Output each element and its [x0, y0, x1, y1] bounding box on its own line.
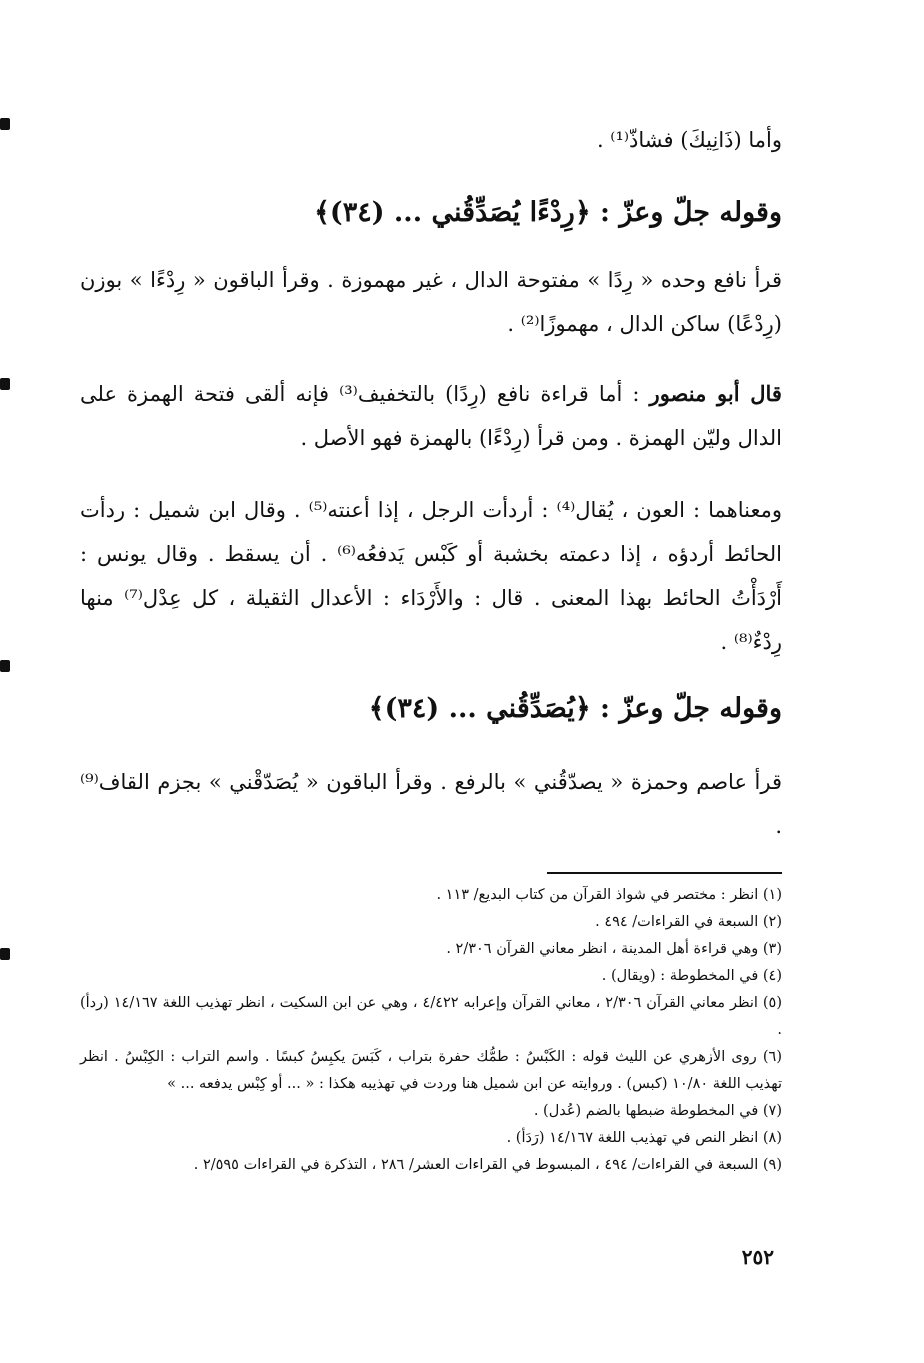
scan-margin-mark	[0, 948, 10, 960]
footnote-4: (٤) في المخطوطة : (ويقال) .	[601, 968, 782, 984]
footnote-6: (٦) روى الأزهري عن الليث قوله : الكَبْسُ : طمُّك حفرة بتراب ، كَبَسَ يكبِسُ كبسًا . واسم التراب : الكِبْسُ . انظر تهذيب اللغة ١٠/٨٠ (كبس) . وروايته عن ابن شميل هنا وردت في تهذيبه هكذا : « ... أو كِبْس يدفعه ... »	[80, 1049, 782, 1092]
footnote-1: (١) انظر : مختصر في شواذ القرآن من كتاب البديع/ ١١٣ .	[436, 887, 782, 903]
scan-margin-mark	[0, 660, 10, 672]
footnote-3: (٣) وهي قراءة أهل المدينة ، انظر معاني القرآن ٢/٣٠٦ .	[446, 941, 782, 957]
scan-margin-mark	[0, 118, 10, 130]
paragraph-1: قرأ نافع وحده « رِدًا » مفتوحة الدال ، غير مهموزة . وقرأ الباقون « رِدْءًا » بوزن (رِدْعًا) ساكن الدال ، مهموزًا⁽²⁾ .	[80, 268, 782, 336]
scan-margin-mark	[0, 378, 10, 390]
footnote-5: (٥) انظر معاني القرآن ٢/٣٠٦ ، معاني القرآن وإعرابه ٤/٤٢٢ ، وهي عن ابن السكيت ، انظر تهذيب اللغة ١٤/١٦٧ (ردأ) .	[80, 995, 782, 1038]
paragraph-2	[80, 372, 782, 460]
opening-line: وأما (ذَانِيكَ) فشاذّ⁽¹⁾ .	[596, 128, 782, 152]
footnote-9: (٩) السبعة في القراءات/ ٤٩٤ ، المبسوط في القراءات العشر/ ٢٨٦ ، التذكرة في القراءات ٢/٥٩٥ .	[193, 1157, 782, 1173]
paragraph-2-lead: قال أبو منصور	[649, 381, 782, 406]
footnote-8: (٨) انظر النص في تهذيب اللغة ١٤/١٦٧ (رَدَأ) .	[506, 1130, 782, 1146]
paragraph-3: ومعناهما : العون ، يُقال⁽⁴⁾ : أردأت الرجل ، إذا أعنته⁽⁵⁾ . وقال ابن شميل : ردأت الحائط أردؤه ، إذا دعمته بخشبة أو كَبْس يَدفعُه⁽⁶⁾ . أن يسقط . وقال يونس : أَرْدَأْتُ الحائط بهذا المعنى . قال : والأَرْدَاء : الأعدال الثقيلة ، كل عِدْل⁽⁷⁾ منها رِدْءٌ⁽⁸⁾ .	[80, 498, 782, 654]
section-heading-2: وقوله جلّ وعزّ : ﴿يُصَدِّقُني ... (٣٤)﴾	[368, 693, 782, 724]
section-heading-1: وقوله جلّ وعزّ : ﴿رِدْءًا يُصَدِّقُني ... (٣٤)﴾	[314, 197, 782, 228]
page-number: ٢٥٢	[741, 1245, 774, 1269]
footnote-2: (٢) السبعة في القراءات/ ٤٩٤ .	[595, 914, 782, 930]
footnote-7: (٧) في المخطوطة ضبطها بالضم (عُدل) .	[533, 1103, 782, 1119]
book-page	[80, 110, 782, 1310]
footnote-divider	[547, 872, 782, 874]
paragraph-2-text: : أما قراءة نافع (رِدًا) بالتخفيف⁽³⁾ فإنه ألقى فتحة الهمزة على الدال وليّن الهمزة . ومن قرأ (رِدْءًا) بالهمزة فهو الأصل .	[80, 382, 782, 450]
paragraph-4: قرأ عاصم وحمزة « يصدّقُني » بالرفع . وقرأ الباقون « يُصَدّقْني » بجزم القاف⁽⁹⁾ .	[80, 770, 782, 838]
